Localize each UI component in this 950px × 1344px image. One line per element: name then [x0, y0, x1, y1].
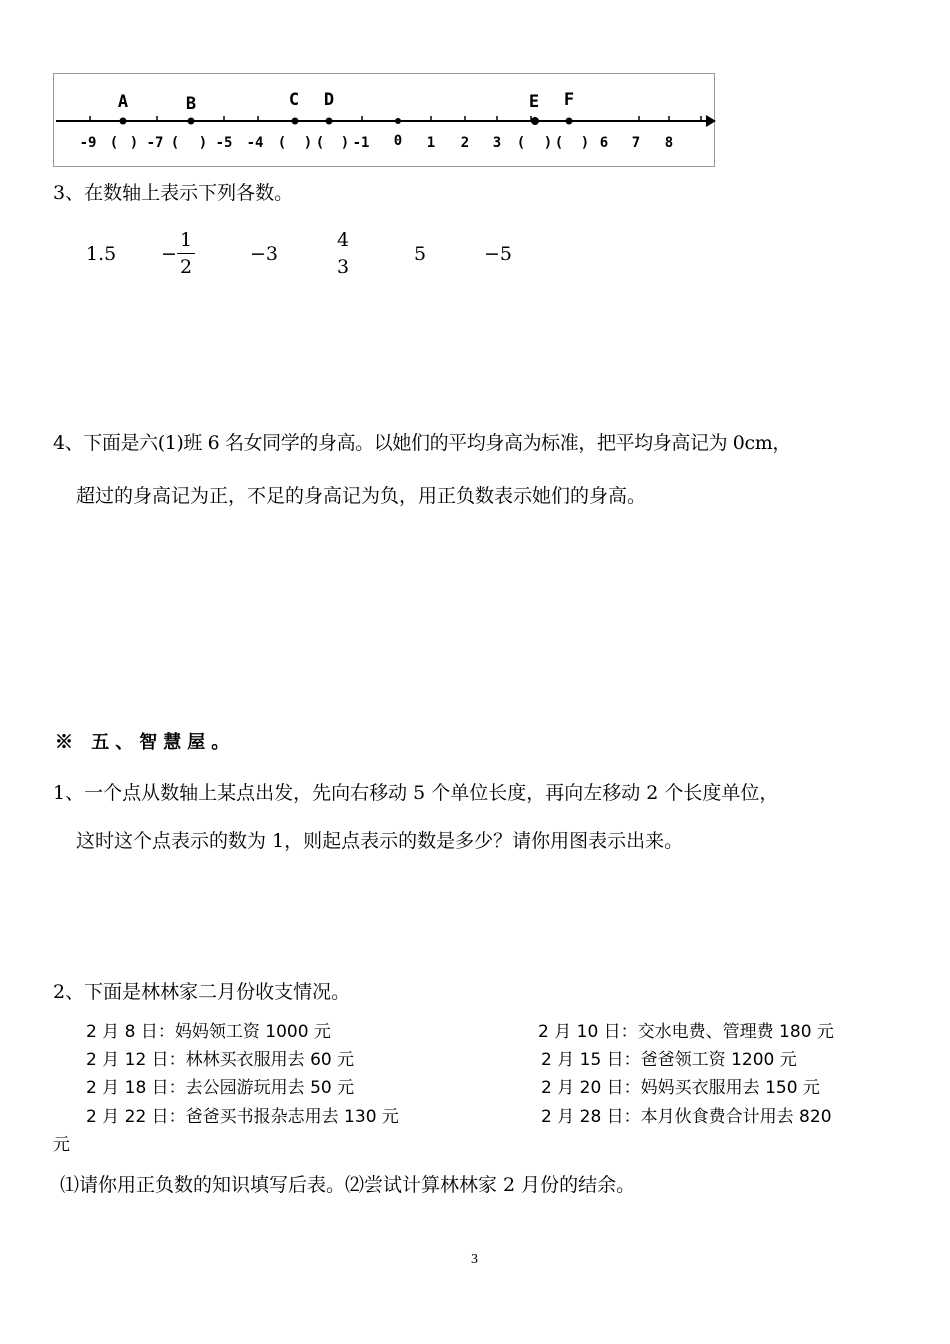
number-line-figure — [53, 73, 715, 167]
fraction-denominator: 2 — [179, 256, 193, 278]
number-line-svg — [54, 74, 716, 168]
tick-label: 6 — [599, 135, 609, 151]
tick-label: -5 — [215, 135, 233, 151]
point-label: A — [117, 92, 129, 112]
record-item: 2 月 12 日：林林买衣服用去 60 元 — [86, 1050, 355, 1070]
section-5-heading: ※ 五、智慧屋。 — [55, 732, 236, 753]
q3-fraction-sign: − — [161, 243, 177, 265]
fraction-bar — [334, 253, 352, 254]
q3-number-5: 5 — [414, 243, 427, 265]
point-e-dot — [531, 117, 539, 125]
record-item: 2 月 22 日：爸爸买书报杂志用去 130 元 — [86, 1107, 399, 1127]
number-line-arrow — [706, 115, 716, 127]
q3-fraction-four-thirds — [334, 228, 352, 279]
s5-problem-2-task: ⑴请你用正负数的知识填写后表。⑵尝试计算林林家 2 月份的结余。 — [60, 1174, 636, 1196]
tick-label: ) — [303, 135, 313, 151]
page-number: 3 — [471, 1252, 478, 1267]
q4-line-1: 4、下面是六(1)班 6 名女同学的身高。以她们的平均身高为标准，把平均身高记为 0cm， — [53, 432, 791, 454]
record-item: 2 月 18 日：去公园游玩用去 50 元 — [86, 1078, 355, 1098]
tick-label: ( — [170, 135, 180, 151]
tick-label: -9 — [79, 135, 97, 151]
tick-label: ( — [516, 135, 526, 151]
point-c-dot — [292, 118, 299, 125]
q3-fraction-neg-half — [177, 228, 195, 279]
tick-label: 0 — [393, 133, 403, 149]
point-label: E — [528, 92, 540, 112]
s5-problem-2-title: 2、下面是林林家二月份收支情况。 — [53, 981, 351, 1003]
point-b-dot — [188, 118, 195, 125]
point-a-dot — [120, 118, 127, 125]
q3-number-neg-5: −5 — [484, 243, 513, 265]
tick-label: -7 — [146, 135, 164, 151]
point-d-dot — [326, 118, 333, 125]
record-item: 2 月 15 日：爸爸领工资 1200 元 — [541, 1050, 797, 1070]
tick-label: 7 — [631, 135, 641, 151]
fraction-numerator: 4 — [336, 229, 350, 251]
tick-label: -4 — [246, 135, 264, 151]
tick-label: 8 — [664, 135, 674, 151]
tick-label: ( — [554, 135, 564, 151]
point-label: F — [563, 90, 575, 110]
tick-label: ( — [315, 135, 325, 151]
record-wrap-unit: 元 — [53, 1135, 70, 1155]
tick-label: ) — [580, 135, 590, 151]
fraction-bar — [177, 253, 195, 254]
s5-problem-1-line-1: 1、一个点从数轴上某点出发，先向右移动 5 个单位长度，再向左移动 2 个长度单位， — [53, 782, 779, 804]
fraction-denominator: 3 — [336, 256, 350, 278]
tick-label: ( — [109, 135, 119, 151]
point-zero-dot — [395, 118, 401, 124]
record-item: 2 月 20 日：妈妈买衣服用去 150 元 — [541, 1078, 820, 1098]
point-label: C — [288, 90, 300, 110]
point-f-dot — [566, 118, 573, 125]
tick-label: ) — [543, 135, 553, 151]
point-label: D — [323, 90, 335, 110]
tick-label: -1 — [352, 135, 370, 151]
record-item: 2 月 28 日：本月伙食费合计用去 820 — [541, 1107, 832, 1127]
tick-label: ( — [277, 135, 287, 151]
tick-label: ) — [340, 135, 350, 151]
q3-number-neg-3: −3 — [250, 243, 279, 265]
record-item: 2 月 10 日：交水电费、管理费 180 元 — [538, 1022, 834, 1042]
tick-label: 3 — [492, 135, 502, 151]
tick-label: ) — [198, 135, 208, 151]
fraction-numerator: 1 — [179, 229, 193, 251]
q4-line-2: 超过的身高记为正，不足的身高记为负，用正负数表示她们的身高。 — [76, 485, 647, 507]
s5-problem-1-line-2: 这时这个点表示的数为 1，则起点表示的数是多少？请你用图表示出来。 — [76, 830, 684, 852]
record-item: 2 月 8 日：妈妈领工资 1000 元 — [86, 1022, 331, 1042]
tick-label: 1 — [426, 135, 436, 151]
q3-number-1-5: 1.5 — [86, 243, 117, 265]
tick-label: ) — [129, 135, 139, 151]
point-label: B — [185, 94, 197, 114]
tick-label: 2 — [460, 135, 470, 151]
q3-prompt: 3、在数轴上表示下列各数。 — [53, 182, 294, 204]
